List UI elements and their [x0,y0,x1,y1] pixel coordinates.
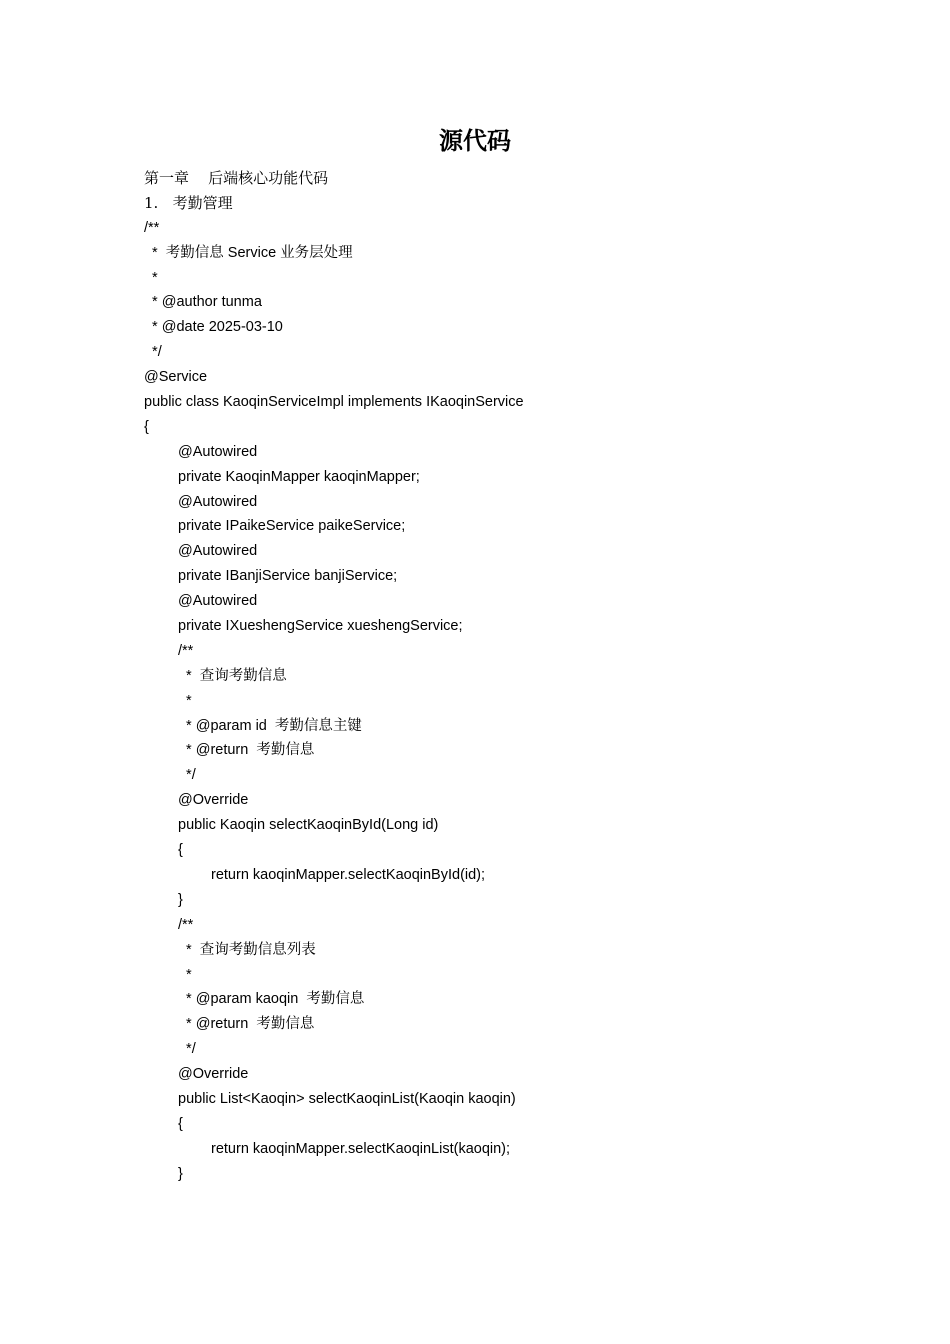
code-line: private KaoqinMapper kaoqinMapper; [178,468,420,485]
code-line: return kaoqinMapper.selectKaoqinById(id); [211,866,486,883]
code-line: * [178,692,192,709]
code-line: */ [178,767,196,784]
code-line: private IXueshengService xueshengService; [178,618,463,635]
chapter-heading: 第一章 后端核心功能代码 [144,169,329,187]
code-line: * @return 考勤信息 [178,1016,315,1033]
code-line: public List<Kaoqin> selectKaoqinList(Kaoqin kaoqin) [178,1090,516,1107]
code-line: public Kaoqin selectKaoqinById(Long id) [178,817,439,834]
code-line: * 考勤信息 Service 业务层处理 [144,244,353,261]
code-line: private IPaikeService paikeService; [178,518,406,535]
code-line: */ [178,1041,196,1058]
code-line: @Override [178,1066,249,1083]
code-line: return kaoqinMapper.selectKaoqinList(kaoqin); [211,1140,511,1157]
code-line: public class KaoqinServiceImpl implements IKaoqinService [144,394,524,411]
code-line: * @author tunma [144,294,262,311]
code-line: } [178,891,183,908]
code-line: @Autowired [178,593,258,610]
section-heading: 1. 考勤管理 [144,193,233,212]
code-line: @Autowired [178,493,258,510]
code-line: /** [178,642,194,659]
code-line: @Autowired [178,443,258,460]
code-line: @Autowired [178,543,258,560]
code-line: { [178,842,183,859]
page-title: 源代码 [439,126,511,155]
code-line: * @date 2025-03-10 [144,319,283,336]
code-line: * 查询考勤信息列表 [178,941,316,958]
code-line: } [178,1165,183,1182]
code-line: * 查询考勤信息 [178,667,287,684]
code-line: private IBanjiService banjiService; [178,568,398,585]
document-body [144,166,804,1187]
code-line: * @param kaoqin 考勤信息 [178,991,365,1008]
code-line: /** [144,219,160,236]
code-block [144,216,804,1187]
code-line: @Service [144,369,208,386]
code-line: */ [144,344,162,361]
code-line: * [144,269,158,286]
code-line: * @param id 考勤信息主键 [178,717,362,734]
code-line: { [144,418,149,435]
code-line: { [178,1115,183,1132]
code-line: /** [178,916,194,933]
code-line: @Override [178,792,249,809]
code-line: * [178,966,192,983]
code-line: * @return 考勤信息 [178,742,315,759]
